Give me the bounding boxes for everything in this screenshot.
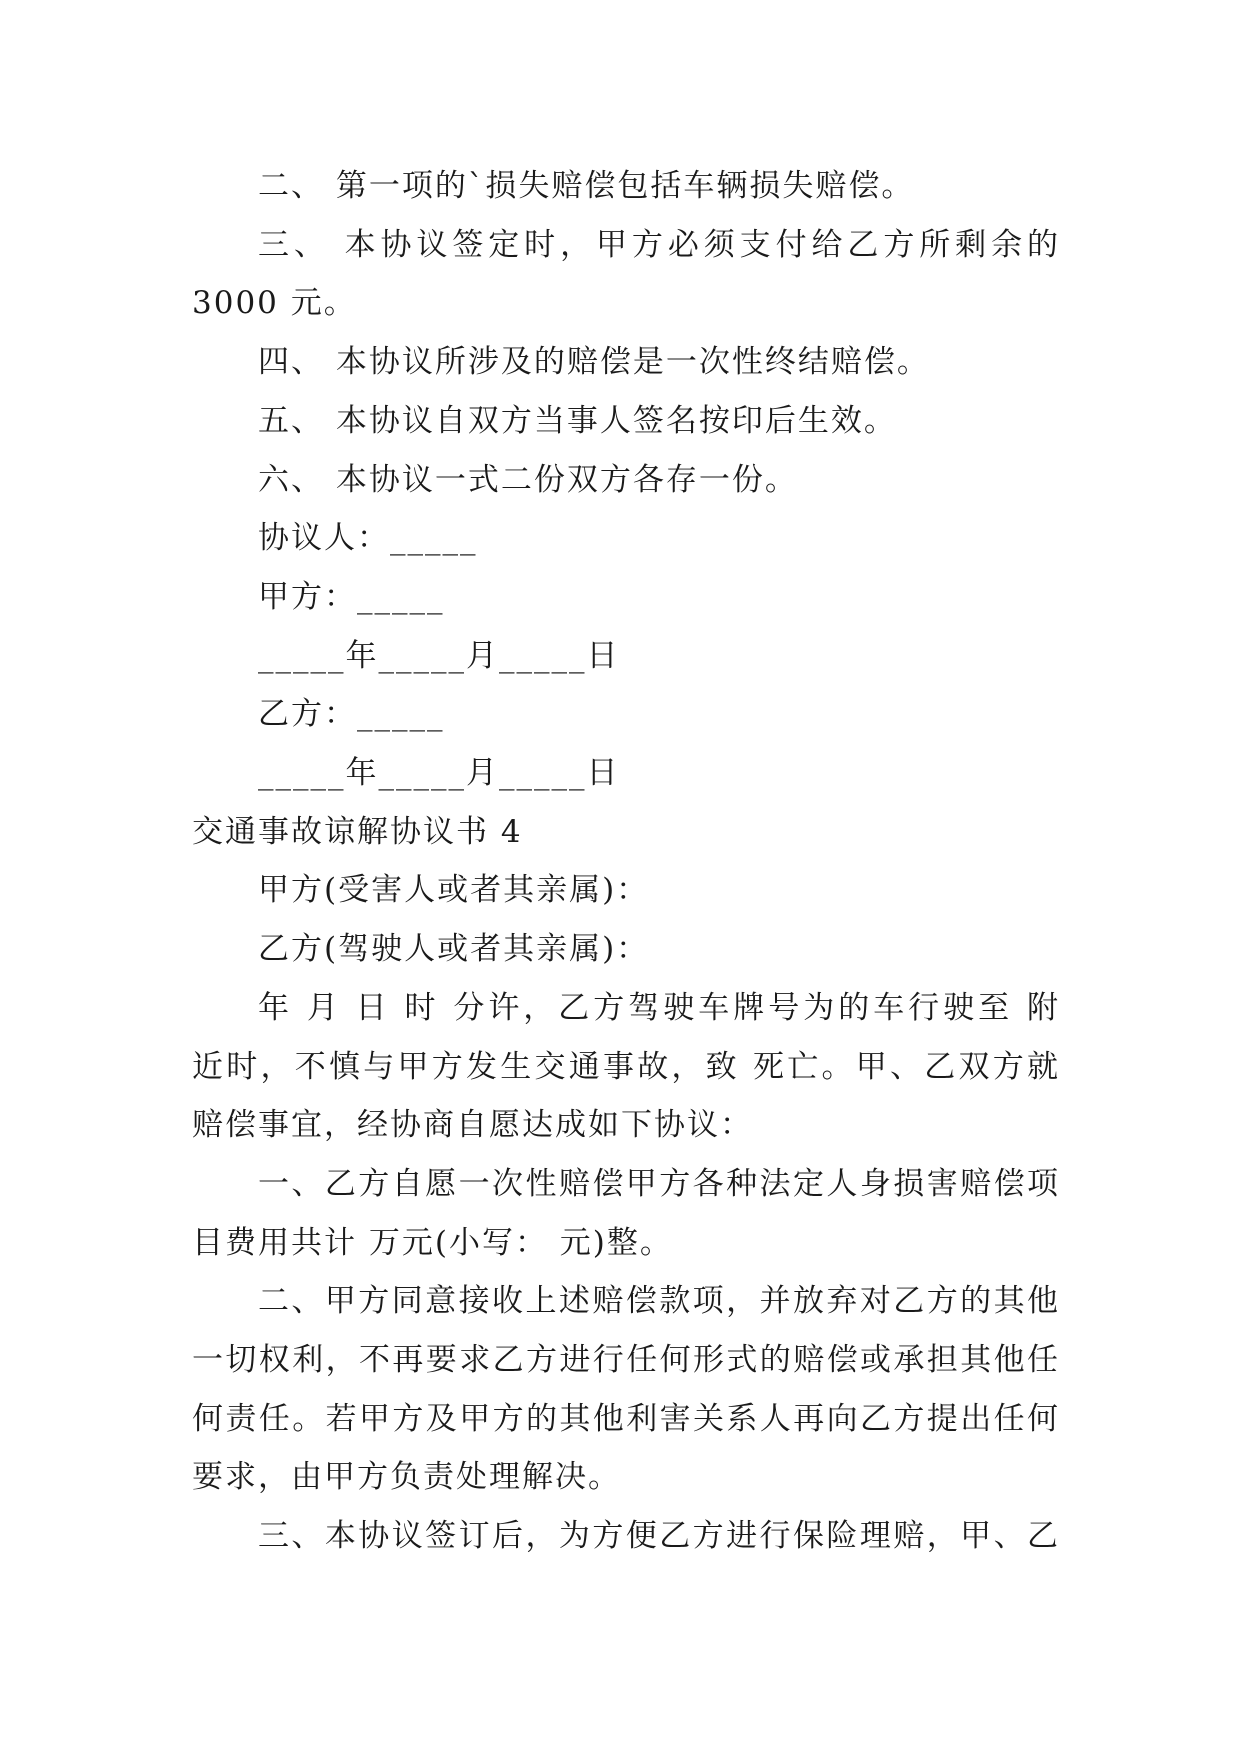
document-line: 3000 元。 [192,285,357,321]
document-line: 要求，由甲方负责处理解决。 [192,1459,621,1495]
document-line: 赔偿事宜，经协商自愿达成如下协议： [192,1107,753,1143]
section-title: 交通事故谅解协议书 4 [192,814,523,850]
document-line: 乙方：_____ [258,696,445,732]
document-line: 五、 本协议自双方当事人签名按印后生效。 [258,403,897,439]
document-line: 协议人：_____ [258,520,478,556]
document-line: 二、 第一项的`损失赔偿包括车辆损失赔偿。 [258,168,915,204]
document-line: 甲方(受害人或者其亲属)： [258,872,650,908]
document-line: 年 月 日 时 分许，乙方驾驶车牌号为的车行驶至 附 [258,990,1060,1026]
document-line: _____年_____月_____日 [258,638,620,674]
document-line: 近时，不慎与甲方发生交通事故，致 死亡。甲、乙双方就 [192,1049,1060,1085]
document-line: 六、 本协议一式二份双方各存一份。 [258,462,798,498]
document-line: 三、 本协议签定时，甲方必须支付给乙方所剩余的 [258,227,1060,263]
document-line: 目费用共计 万元(小写： 元)整。 [192,1225,673,1261]
document-line: _____年_____月_____日 [258,755,620,791]
document-line: 一、乙方自愿一次性赔偿甲方各种法定人身损害赔偿项 [258,1166,1060,1202]
document-line: 四、 本协议所涉及的赔偿是一次性终结赔偿。 [258,344,930,380]
document-line: 乙方(驾驶人或者其亲属)： [258,931,650,967]
document-line: 三、本协议签订后，为方便乙方进行保险理赔，甲、乙 [258,1518,1060,1554]
document-line: 何责任。若甲方及甲方的其他利害关系人再向乙方提出任何 [192,1401,1060,1437]
document-line: 甲方：_____ [258,579,445,615]
document-line: 二、甲方同意接收上述赔偿款项，并放弃对乙方的其他 [258,1283,1060,1319]
document-line: 一切权利，不再要求乙方进行任何形式的赔偿或承担其他任 [192,1342,1060,1378]
